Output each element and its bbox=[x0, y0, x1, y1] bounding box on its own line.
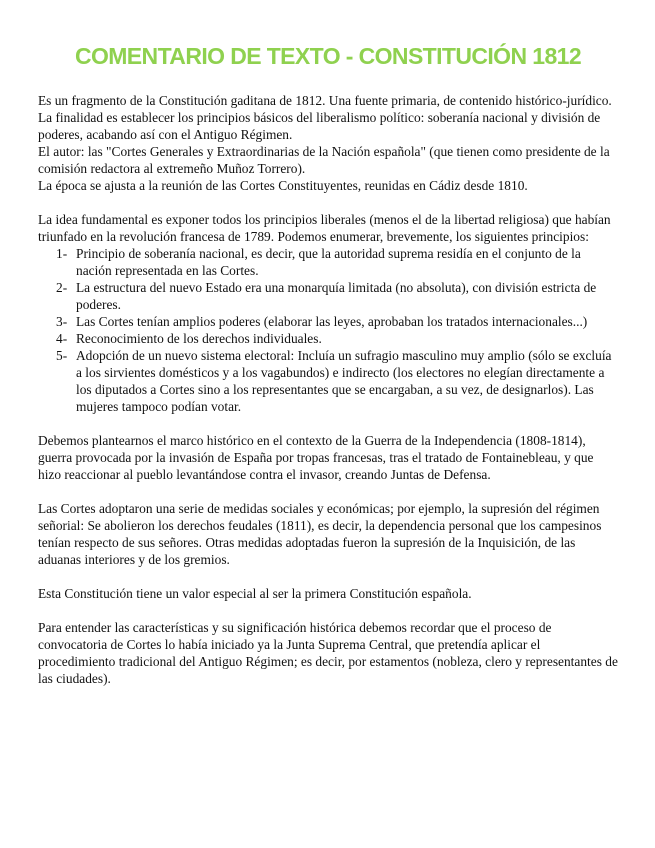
list-number: 3- bbox=[56, 314, 68, 329]
list-item bbox=[38, 347, 618, 415]
measures-paragraph: Las Cortes adoptaron una serie de medidas sociales y económicas; por ejemplo, la supresión del régimen señorial: Se abolieron los derechos feudales (1811), es decir, la dependencia personal que los campesinos tenían respecto de sus señores. Otras medidas adoptadas fueron la supresión de la Inquisición, de las aduanas interiores y de los gremios. bbox=[38, 501, 602, 567]
list-number: 4- bbox=[56, 331, 68, 346]
list-number: 5- bbox=[56, 348, 68, 363]
document-page bbox=[38, 43, 618, 687]
value-paragraph: Esta Constitución tiene un valor especial al ser la primera Constitución española. bbox=[38, 586, 472, 601]
list-item bbox=[38, 245, 618, 279]
spacer bbox=[38, 194, 618, 211]
list-item-text: Adopción de un nuevo sistema electoral: Incluía un sufragio masculino muy amplio (sólo se excluía a los sirvientes domésticos y a los vagabundos) e indirecto (los electores no elegían directamente a los diputados a Cortes sino a los representantes que se encargaban, a su vez, de designarlos). Las mujeres tampoco podían votar. bbox=[76, 348, 612, 414]
historical-context-paragraph: Debemos plantearnos el marco histórico en el contexto de la Guerra de la Independencia (1808-1814), guerra provocada por la invasión de España por tropas francesas, tras el tratado de Fontainebleau, y que hizo reaccionar al pueblo levantándose contra el invasor, creando Juntas de Defensa. bbox=[38, 433, 594, 482]
spacer bbox=[38, 415, 618, 432]
author-paragraph: El autor: las "Cortes Generales y Extraordinarias de la Nación española" (que tienen como presidente de la comisión redactora al extremeño Muñoz Torrero). bbox=[38, 144, 610, 176]
list-item-text: Principio de soberanía nacional, es decir, que la autoridad suprema residía en el conjunto de la nación representada en las Cortes. bbox=[76, 246, 581, 278]
list-number: 1- bbox=[56, 246, 68, 261]
principles-list bbox=[38, 245, 618, 415]
spacer bbox=[38, 483, 618, 500]
list-item bbox=[38, 279, 618, 313]
epoch-paragraph: La época se ajusta a la reunión de las Cortes Constituyentes, reunidas en Cádiz desde 1810. bbox=[38, 178, 528, 193]
list-item-text: Reconocimiento de los derechos individuales. bbox=[76, 331, 322, 346]
main-idea-paragraph: La idea fundamental es exponer todos los principios liberales (menos el de la libertad religiosa) que habían triunfado en la revolución francesa de 1789. Podemos enumerar, brevemente, los siguientes principios: bbox=[38, 212, 611, 244]
list-item bbox=[38, 330, 618, 347]
list-item-text: Las Cortes tenían amplios poderes (elaborar las leyes, aprobaban los tratados internacionales...) bbox=[76, 314, 588, 329]
spacer bbox=[38, 602, 618, 619]
spacer bbox=[38, 568, 618, 585]
list-item-text: La estructura del nuevo Estado era una monarquía limitada (no absoluta), con división estricta de poderes. bbox=[76, 280, 597, 312]
intro-paragraph: Es un fragmento de la Constitución gaditana de 1812. Una fuente primaria, de contenido histórico-jurídico. La finalidad es establecer los principios básicos del liberalismo político: soberanía nacional y división de poderes, acabando así con el Antiguo Régimen. bbox=[38, 93, 612, 142]
list-number: 2- bbox=[56, 280, 68, 295]
page-title: COMENTARIO DE TEXTO - CONSTITUCIÓN 1812 bbox=[74, 43, 582, 69]
list-item bbox=[38, 313, 618, 330]
understanding-paragraph: Para entender las características y su significación histórica debemos recordar que el proceso de convocatoria de Cortes lo había iniciado ya la Junta Suprema Central, que pretendía aplicar el procedimiento tradicional del Antiguo Régimen; es decir, por estamentos (nobleza, clero y representantes de las ciudades). bbox=[38, 620, 618, 686]
